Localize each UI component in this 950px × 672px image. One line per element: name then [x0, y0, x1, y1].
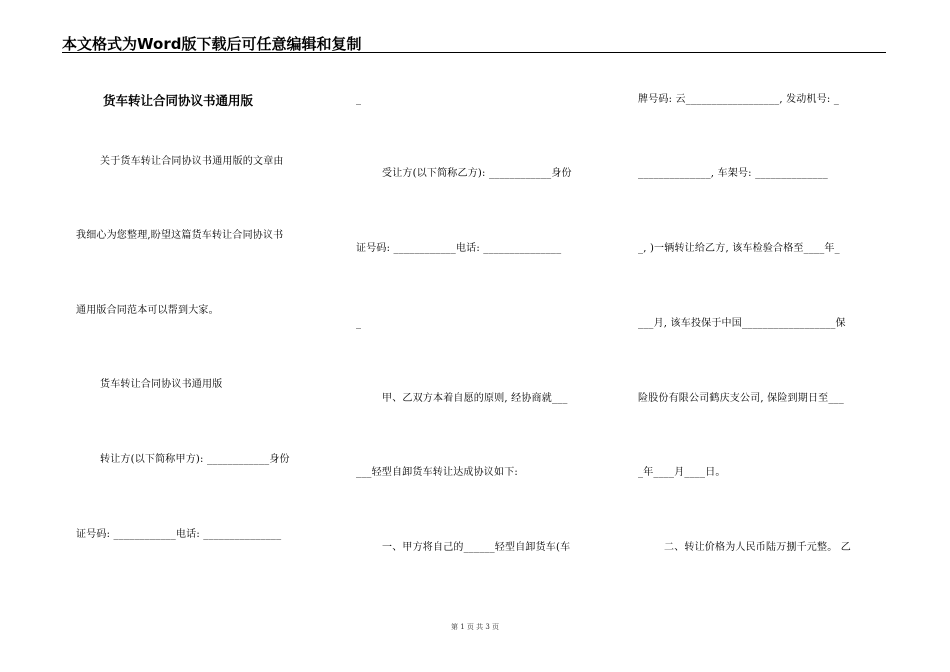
text-line: ___轻型自卸货车转让达成协议如下:	[356, 467, 518, 478]
text-line: _年____月____日。	[638, 467, 726, 478]
text-line: 证号码: ____________电话: _______________	[76, 529, 282, 540]
text-line: 二、转让价格为人民币陆万捌千元整。 乙	[664, 542, 851, 553]
text-line: 关于货车转让合同协议书通用版的文章由	[100, 156, 284, 167]
text-line: ______________, 车架号: ______________	[638, 168, 828, 179]
page-indicator: 第 1 页 共 3 页	[450, 623, 500, 631]
text-line: 转让方(以下简称甲方): ____________身份	[100, 454, 290, 465]
text-line: 证号码: ____________电话: _______________	[356, 243, 562, 254]
text-line: _	[356, 318, 362, 329]
text-line: 我细心为您整理,盼望这篇货车转让合同协议书	[76, 230, 284, 241]
header-rule	[62, 52, 886, 53]
document-title: 货车转让合同协议书通用版	[103, 93, 254, 108]
text-line: 货车转让合同协议书通用版	[100, 379, 223, 390]
text-line: 通用版合同范本可以帮到大家。	[76, 305, 219, 316]
text-line: 甲、乙双方本着自愿的原则, 经协商就___	[382, 393, 568, 404]
text-line: 一、甲方将自己的______轻型自卸货车(车	[382, 542, 571, 553]
text-line: _, )一辆转让给乙方, 该车检验合格至____年_	[638, 243, 840, 254]
text-line: ___月, 该车投保于中国__________________保	[638, 318, 846, 329]
text-line: _	[356, 94, 362, 105]
text-line: 险股份有限公司鹤庆支公司, 保险到期日至___	[638, 393, 844, 404]
format-banner: 本文格式为Word版下载后可任意编辑和复制	[62, 35, 362, 53]
text-line: 牌号码: 云__________________, 发动机号: _	[638, 94, 840, 105]
text-line: 受让方(以下简称乙方): ____________身份	[382, 168, 572, 179]
